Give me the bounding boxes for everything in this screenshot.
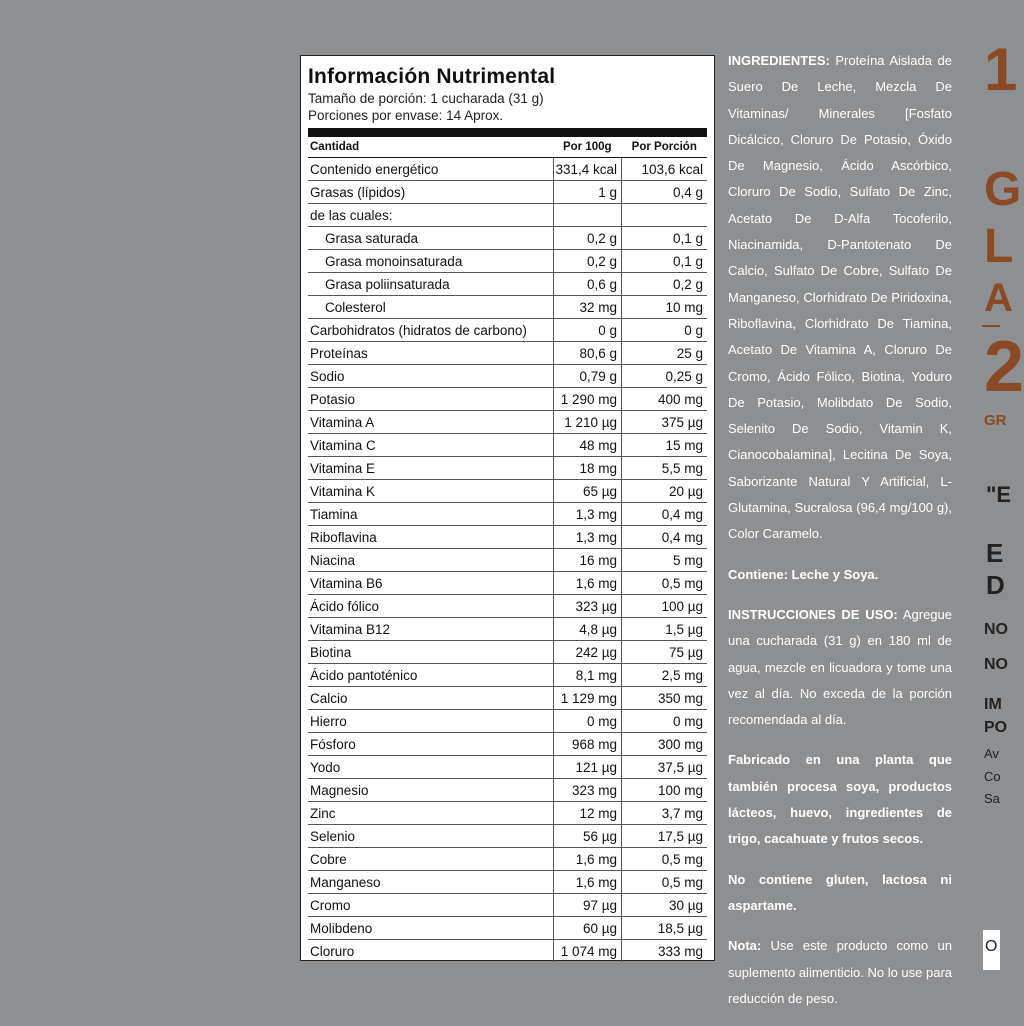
divider-bar <box>308 128 707 137</box>
nutrient-name: Magnesio <box>308 779 553 802</box>
value-per-100g: 1 g <box>553 181 622 204</box>
instructions-text: Agregue una cucharada (31 g) en 180 ml de agua, mezcle en licuadora y tome una vez al día. No exceda de la porción recomendada al día. <box>728 606 952 728</box>
nutrient-name: Contenido energético <box>308 158 553 181</box>
table-row <box>308 457 707 480</box>
cropped-right-panel <box>982 0 1024 1000</box>
value-per-serving: 0,1 g <box>622 227 707 250</box>
table-row <box>308 664 707 687</box>
value-per-100g: 97 µg <box>553 894 622 917</box>
edge-fragment-11: NO <box>984 656 1008 673</box>
ingredients-text: Proteína Aislada de Suero De Leche, Mezcla De Vitaminas/ Minerales [Fosfato Dicálcico, Cloruro De Potasio, Óxido De Magnesio, Ácido Ascórbico, Cloruro De Sodio, Sulfato De Zinc, Acetato De D-Alfa Tocoferilo, Niacinamida, D-Pantotenato De Calcio, Sulfato De Cobre, Sulfato De Manganeso, Clorhidrato De Piridoxina, Riboflavina, Clorhidrato De Tiamina, Acetato De Vitamina A, Cloruro De Cromo, Ácido Fólico, Biotina, Yoduro De Potasio, Molibdato De Sodio, Selenito De Sodio, Vitamin K, Cianocobalamina], Lecitina De Soya, Saborizante Natural Y Artificial, L-Glutamina, Sucralosa (96,4 mg/100 g), Color Caramelo. <box>728 53 952 542</box>
value-per-100g: 0 g <box>553 319 622 342</box>
table-row <box>308 848 707 871</box>
value-per-serving: 0,5 mg <box>622 871 707 894</box>
table-row <box>308 825 707 848</box>
edge-fragment-14: Av <box>984 746 999 761</box>
table-row <box>308 250 707 273</box>
nutrient-name: Grasa saturada <box>308 227 553 250</box>
value-per-serving: 350 mg <box>622 687 707 710</box>
value-per-serving: 400 mg <box>622 388 707 411</box>
edge-fragment-1: 1 <box>984 36 1018 103</box>
nutrient-name: de las cuales: <box>308 204 553 227</box>
header-name: Cantidad <box>308 137 553 158</box>
value-per-100g: 121 µg <box>553 756 622 779</box>
nutrient-name: Ácido pantoténico <box>308 664 553 687</box>
table-row <box>308 871 707 894</box>
servings-per-container: Porciones por envase: 14 Aprox. <box>308 108 504 123</box>
facility-block <box>728 747 952 852</box>
value-per-serving: 0 mg <box>622 710 707 733</box>
header-per-serving: Por Porción <box>622 137 707 158</box>
value-per-100g: 968 mg <box>553 733 622 756</box>
nutrient-name: Vitamina K <box>308 480 553 503</box>
nutrition-title: Información Nutrimental <box>308 65 556 88</box>
table-row <box>308 618 707 641</box>
nutrient-name: Vitamina A <box>308 411 553 434</box>
value-per-serving: 25 g <box>622 342 707 365</box>
edge-fragment-10: NO <box>984 621 1008 638</box>
table-row <box>308 204 707 227</box>
value-per-100g: 65 µg <box>553 480 622 503</box>
value-per-100g: 0,2 g <box>553 227 622 250</box>
table-row <box>308 503 707 526</box>
value-per-100g <box>553 204 622 227</box>
nutrient-name: Hierro <box>308 710 553 733</box>
nutrient-name: Potasio <box>308 388 553 411</box>
edge-fragment-15: Co <box>984 769 1001 784</box>
value-per-serving: 333 mg <box>622 940 707 963</box>
edge-fragment-3: L <box>984 220 1014 273</box>
value-per-serving: 5,5 mg <box>622 457 707 480</box>
contains-block <box>728 562 952 588</box>
nutrient-name: Grasa monoinsaturada <box>308 250 553 273</box>
value-per-serving: 0,5 mg <box>622 848 707 871</box>
value-per-serving <box>622 204 707 227</box>
table-row <box>308 756 707 779</box>
nutrient-name: Manganeso <box>308 871 553 894</box>
table-row <box>308 273 707 296</box>
serving-size: Tamaño de porción: 1 cucharada (31 g) <box>308 91 544 106</box>
instructions-label: INSTRUCCIONES DE USO: <box>728 606 898 622</box>
value-per-serving: 0,4 g <box>622 181 707 204</box>
edge-accent-line <box>982 325 1000 327</box>
table-row <box>308 595 707 618</box>
value-per-100g: 0,6 g <box>553 273 622 296</box>
value-per-100g: 80,6 g <box>553 342 622 365</box>
value-per-100g: 1 129 mg <box>553 687 622 710</box>
value-per-100g: 0,2 g <box>553 250 622 273</box>
header-per100: Por 100g <box>553 137 622 158</box>
table-row <box>308 296 707 319</box>
edge-fragment-2: G <box>984 163 1022 216</box>
value-per-serving: 0,25 g <box>622 365 707 388</box>
instructions-block <box>728 602 952 733</box>
value-per-100g: 48 mg <box>553 434 622 457</box>
value-per-serving: 75 µg <box>622 641 707 664</box>
value-per-100g: 18 mg <box>553 457 622 480</box>
nutrient-name: Niacina <box>308 549 553 572</box>
value-per-serving: 0,4 mg <box>622 526 707 549</box>
value-per-100g: 1,6 mg <box>553 871 622 894</box>
value-per-100g: 56 µg <box>553 825 622 848</box>
nutrient-name: Grasas (lípidos) <box>308 181 553 204</box>
table-row <box>308 526 707 549</box>
table-row <box>308 434 707 457</box>
label-text-column <box>728 48 952 1026</box>
ingredients-block <box>728 48 952 548</box>
value-per-serving: 17,5 µg <box>622 825 707 848</box>
value-per-100g: 1 210 µg <box>553 411 622 434</box>
no-gluten-block <box>728 867 952 920</box>
table-row <box>308 411 707 434</box>
value-per-100g: 1,3 mg <box>553 526 622 549</box>
nutrient-name: Sodio <box>308 365 553 388</box>
table-row <box>308 710 707 733</box>
table-row <box>308 365 707 388</box>
value-per-serving: 0,4 mg <box>622 503 707 526</box>
table-row <box>308 733 707 756</box>
nutrient-name: Vitamina B6 <box>308 572 553 595</box>
note-label: Nota: <box>728 938 762 954</box>
value-per-serving: 0,2 g <box>622 273 707 296</box>
table-row <box>308 227 707 250</box>
contains-text: Contiene: Leche y Soya. <box>728 566 879 582</box>
nutrient-name: Fósforo <box>308 733 553 756</box>
nutrient-name: Molibdeno <box>308 917 553 940</box>
nutrient-name: Vitamina E <box>308 457 553 480</box>
value-per-serving: 0,5 mg <box>622 572 707 595</box>
value-per-100g: 1,3 mg <box>553 503 622 526</box>
value-per-100g: 323 mg <box>553 779 622 802</box>
table-row <box>308 894 707 917</box>
edge-fragment-9: D <box>986 570 1005 600</box>
note-block <box>728 933 952 1012</box>
table-header-row <box>308 137 707 158</box>
value-per-100g: 1 074 mg <box>553 940 622 963</box>
value-per-serving: 3,7 mg <box>622 802 707 825</box>
nutrient-name: Cromo <box>308 894 553 917</box>
nutrition-table <box>308 137 707 962</box>
value-per-serving: 20 µg <box>622 480 707 503</box>
table-row <box>308 940 707 963</box>
value-per-serving: 10 mg <box>622 296 707 319</box>
value-per-serving: 100 µg <box>622 595 707 618</box>
edge-fragment-13: PO <box>984 719 1008 736</box>
nutrient-name: Vitamina B12 <box>308 618 553 641</box>
value-per-100g: 1,6 mg <box>553 848 622 871</box>
value-per-100g: 12 mg <box>553 802 622 825</box>
nutrient-name: Colesterol <box>308 296 553 319</box>
value-per-100g: 1 290 mg <box>553 388 622 411</box>
value-per-100g: 16 mg <box>553 549 622 572</box>
table-row <box>308 802 707 825</box>
nutrient-name: Zinc <box>308 802 553 825</box>
value-per-100g: 242 µg <box>553 641 622 664</box>
value-per-100g: 8,1 mg <box>553 664 622 687</box>
nutrient-name: Biotina <box>308 641 553 664</box>
table-row <box>308 181 707 204</box>
nutrient-name: Proteínas <box>308 342 553 365</box>
table-row <box>308 917 707 940</box>
table-row <box>308 480 707 503</box>
table-row <box>308 158 707 181</box>
value-per-serving: 375 µg <box>622 411 707 434</box>
note-text: Use este producto como un suplemento alimenticio. No lo use para reducción de peso. <box>728 938 953 1006</box>
value-per-serving: 0,1 g <box>622 250 707 273</box>
table-row <box>308 779 707 802</box>
value-per-100g: 0,79 g <box>553 365 622 388</box>
nutrient-name: Calcio <box>308 687 553 710</box>
no-gluten-text: No contiene gluten, lactosa ni aspartame. <box>728 871 952 913</box>
nutrient-name: Ácido fólico <box>308 595 553 618</box>
table-row <box>308 641 707 664</box>
value-per-serving: 1,5 µg <box>622 618 707 641</box>
nutrient-name: Cobre <box>308 848 553 871</box>
edge-fragment-12: IM <box>984 696 1002 713</box>
edge-fragment-4: A <box>984 276 1013 320</box>
value-per-100g: 60 µg <box>553 917 622 940</box>
nutrient-name: Carbohidratos (hidratos de carbono) <box>308 319 553 342</box>
nutrient-name: Vitamina C <box>308 434 553 457</box>
value-per-serving: 0 g <box>622 319 707 342</box>
edge-fragment-6: GR <box>984 412 1007 429</box>
table-row <box>308 342 707 365</box>
value-per-serving: 2,5 mg <box>622 664 707 687</box>
value-per-serving: 5 mg <box>622 549 707 572</box>
nutrient-name: Riboflavina <box>308 526 553 549</box>
edge-fragment-17: O <box>985 938 998 955</box>
value-per-serving: 18,5 µg <box>622 917 707 940</box>
value-per-100g: 331,4 kcal <box>553 158 622 181</box>
value-per-serving: 103,6 kcal <box>622 158 707 181</box>
value-per-100g: 1,6 mg <box>553 572 622 595</box>
edge-fragment-5: 2 <box>984 327 1024 407</box>
table-row <box>308 319 707 342</box>
value-per-serving: 37,5 µg <box>622 756 707 779</box>
value-per-100g: 4,8 µg <box>553 618 622 641</box>
value-per-serving: 300 mg <box>622 733 707 756</box>
nutrition-table-body <box>308 158 707 963</box>
value-per-serving: 100 mg <box>622 779 707 802</box>
nutrient-name: Grasa poliinsaturada <box>308 273 553 296</box>
nutrition-facts-panel <box>300 55 715 961</box>
value-per-100g: 0 mg <box>553 710 622 733</box>
value-per-100g: 323 µg <box>553 595 622 618</box>
value-per-100g: 32 mg <box>553 296 622 319</box>
value-per-serving: 30 µg <box>622 894 707 917</box>
nutrient-name: Yodo <box>308 756 553 779</box>
table-row <box>308 572 707 595</box>
edge-white-box <box>983 930 1000 970</box>
value-per-serving: 15 mg <box>622 434 707 457</box>
nutrient-name: Cloruro <box>310 943 355 959</box>
table-row <box>308 549 707 572</box>
table-row <box>308 388 707 411</box>
nutrient-name: Selenio <box>308 825 553 848</box>
table-row <box>308 687 707 710</box>
edge-fragment-16: Sa <box>984 791 1000 806</box>
nutrient-name: Tiamina <box>308 503 553 526</box>
edge-fragment-7: "E <box>986 482 1012 507</box>
facility-text: Fabricado en una planta que también procesa soya, productos lácteos, huevo, ingredientes de trigo, cacahuate y frutos secos. <box>728 752 952 847</box>
edge-fragment-8: E <box>986 538 1004 568</box>
ingredients-label: INGREDIENTES: <box>728 53 830 68</box>
